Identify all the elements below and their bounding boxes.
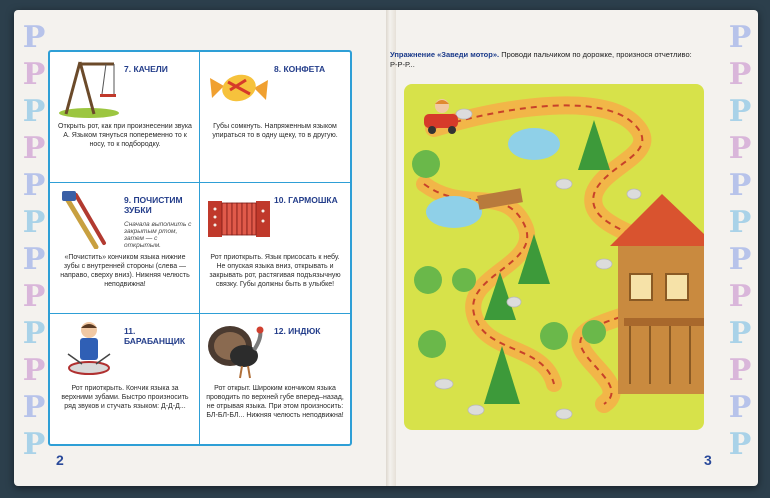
decor-letter: Р <box>22 57 46 92</box>
decor-letter: Р <box>22 427 46 462</box>
decor-letter: Р <box>22 279 46 314</box>
exercise-description: Рот приоткрыть. Язык присосать к небу. Не опуская языка вниз, открывать и закрывать рот, растягивая подъязычную связку. Губы должны быть в улыбке! <box>209 254 341 288</box>
exercise-card-accordion <box>200 183 350 313</box>
decor-letter: Р <box>22 390 46 425</box>
exercise-description: «Почистить» кончиком языка нижние зубы с внутренней стороны (слева — направо, сверху вниз). Нижняя челюсть неподвижна! <box>60 254 190 288</box>
drummer-illustration <box>56 320 122 380</box>
book-spine <box>386 10 396 486</box>
decorative-letter-column-right <box>726 20 754 480</box>
instruction-sound: Р-Р-Р... <box>390 60 415 69</box>
swing-illustration <box>56 58 122 118</box>
decor-letter: Р <box>728 353 752 388</box>
exercise-description: Рот открыт. Широким кончиком языка проводить по верхней губе вперед–назад, не отрывая языка. При этом произносить: БЛ-БЛ-БЛ... Нижняя челюсть неподвижна! <box>206 385 344 419</box>
exercise-card-swings <box>50 52 200 182</box>
decor-letter: Р <box>728 205 752 240</box>
page-number-right: 3 <box>704 452 712 468</box>
exercise-title: 7. КАЧЕЛИ <box>124 64 168 74</box>
decor-letter: Р <box>728 427 752 462</box>
exercise-card-candy <box>200 52 350 182</box>
accordion-illustration <box>206 189 272 249</box>
toothbrush-illustration <box>56 189 122 249</box>
decor-letter: Р <box>728 57 752 92</box>
exercise-title: 12. ИНДЮК <box>274 326 321 336</box>
decor-letter: Р <box>22 205 46 240</box>
exercise-card-turkey <box>200 314 350 444</box>
exercise-title: 11. БАРАБАНЩИК <box>124 326 186 346</box>
decor-letter: Р <box>22 316 46 351</box>
instruction-title: Упражнение «Заведи мотор». <box>390 50 500 59</box>
decor-letter: Р <box>728 20 752 55</box>
decorative-letter-column-left <box>20 20 48 480</box>
decor-letter: Р <box>728 316 752 351</box>
exercise-instruction <box>390 50 700 70</box>
exercise-description: Рот приоткрыть. Кончик языка за верхними зубами. Быстро произносить ряд звуков и стучать языком: Д-Д-Д... <box>61 385 189 410</box>
instruction-text: Проводи пальчиком по дорожке, произнося отчетливо: <box>501 50 692 59</box>
exercise-title: 10. ГАРМОШКА <box>274 195 338 205</box>
exercise-grid <box>48 50 352 446</box>
decor-letter: Р <box>22 353 46 388</box>
decor-letter: Р <box>728 131 752 166</box>
decor-letter: Р <box>728 279 752 314</box>
decor-letter: Р <box>22 168 46 203</box>
exercise-description: Открыть рот, как при произнесении звука А. Языком тянуться попеременно то к носу, то к подбородку. <box>58 123 192 148</box>
decor-letter: Р <box>728 390 752 425</box>
turkey-illustration <box>206 320 272 380</box>
exercise-card-drummer <box>50 314 200 444</box>
maze-illustration <box>404 84 704 430</box>
exercise-card-brush-teeth <box>50 183 200 313</box>
decor-letter: Р <box>728 242 752 277</box>
decor-letter: Р <box>22 20 46 55</box>
candy-illustration <box>206 58 272 118</box>
exercise-hint: Сначала выполнить с закрытым ртом, затем — с открытым. <box>124 221 192 249</box>
decor-letter: Р <box>728 94 752 129</box>
exercise-title: 8. КОНФЕТА <box>274 64 326 74</box>
decor-letter: Р <box>22 131 46 166</box>
decor-letter: Р <box>22 242 46 277</box>
page-number-left: 2 <box>56 452 64 468</box>
exercise-title: 9. ПОЧИСТИМ ЗУБКИ <box>124 195 183 215</box>
decor-letter: Р <box>728 168 752 203</box>
decor-letter: Р <box>22 94 46 129</box>
exercise-description: Губы сомкнуть. Напряженным языком упираться то в одну щеку, то в другую. <box>212 123 338 139</box>
